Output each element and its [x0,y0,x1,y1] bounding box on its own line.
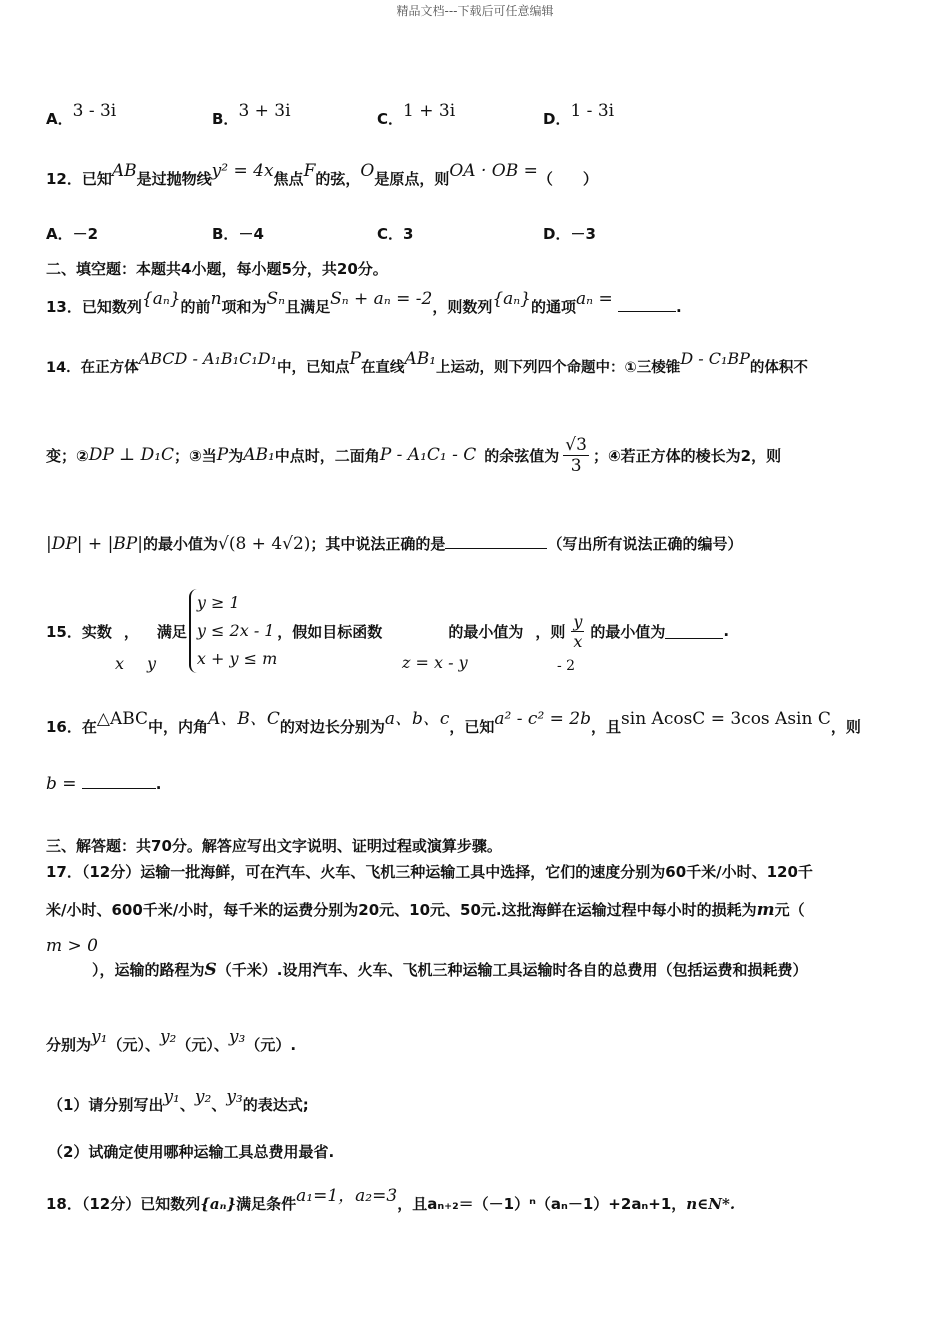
var-x: x [115,654,125,673]
section-3-heading: 三、解答题：共70分。解答应写出文字说明、证明过程或演算步骤。 [46,837,502,855]
question-13: 13．已知数列{aₙ}的前n项和为Sₙ且满足Sₙ + aₙ = -2，则数列{aₙ}的通项aₙ = . [46,289,682,316]
question-17-line-4: 分别为y₁（元）、y₂（元）、y₃（元）. [46,1027,297,1054]
option-d: D．1 - 3i [543,101,615,128]
question-16: 16．在△ABC中，内角A、B、C的对边长分别为a、b、c，已知a² - c² = 2b，且sin AcosC = 3cos Asin C，则 [46,709,861,736]
option-b: B．3 + 3i [212,101,291,128]
answer-blank-13[interactable] [618,297,676,312]
question-17-part-1: （1）请分别写出y₁、y₂、y₃的表达式; [48,1087,309,1114]
fraction-y-over-x: $\frac{y}{x}$ [573,611,583,651]
answer-blank-14[interactable] [445,534,547,549]
option-c: C．1 + 3i [377,101,456,128]
q12-option-c: C．3 [377,225,414,243]
question-14-line-1: 14．在正方体ABCD - A₁B₁C₁D₁中，已知点P在直线AB₁上运动，则下列四个命题中：①三棱锥D - C₁BP的体积不 [46,349,808,376]
question-12: 12．已知AB是过抛物线y² = 4x焦点F的弦，O是原点，则OA · OB =（ ） [46,161,598,188]
question-17-line-3: ），运输的路程为S（千米）.设用汽车、火车、飞机三种运输工具运输时各自的总费用（包括运费和损耗费） [92,960,808,980]
answer-blank-15[interactable] [665,624,723,639]
option-a: A．3 - 3i [46,101,117,128]
q12-option-a: A．－2 [46,225,99,243]
option-c-value: 1 + 3i [403,101,456,121]
option-a-value: 3 - 3i [72,101,117,121]
q12-option-d: D．－3 [543,225,596,243]
constraint-system: y ≥ 1 y ≤ 2x - 1 x + y ≤ m [189,589,277,673]
question-17-line-2: 米/小时、600千米/小时，每千米的运费分别为20元、10元、50元.这批海鲜在运输过程中每小时的损耗为m元（ [46,900,805,920]
page-header: 精品文档---下载后可任意编辑 [396,4,554,18]
question-15: 15．实数 ， 满足 y ≥ 1 y ≤ 2x - 1 x + y ≤ m ，假如目标函数 的最小值为 ，则 $\frac{y}{x}$ 的最小值为 . [46,588,729,674]
q12-option-b: B．－4 [212,225,264,243]
question-17-part-2: （2）试确定使用哪种运输工具总费用最省. [48,1143,335,1161]
min-value: - 2 [557,658,576,674]
question-14-line-2: 变；② DP ⊥ D₁C ；③当 P 为 AB₁ 中点时，二面角 P - A₁C₁ - C 的余弦值为 $\frac{√3}{3}$ ；④若正方体的棱长为2，则 [46,434,782,476]
fraction-sqrt3-over-3: $\frac{√3}{3}$ [565,434,587,476]
section-2-heading: 二、填空题：本题共4小题，每小题5分，共20分。 [46,260,388,278]
question-17-condition: m > 0 [46,936,98,956]
question-16-answer: b = . [46,774,162,794]
option-b-value: 3 + 3i [238,101,291,121]
question-14-line-3: |DP| + |BP|的最小值为√(8 + 4√2)；其中说法正确的是 （写出所有说法正确的编号） [46,534,743,554]
question-17-line-1: 17．（12分）运输一批海鲜，可在汽车、火车、飞机三种运输工具中选择，它们的速度分别为60千米/小时、120千 [46,863,813,881]
option-d-value: 1 - 3i [570,101,615,121]
var-y: y [147,654,157,673]
objective-function: z = x - y [402,653,468,672]
answer-blank-16[interactable] [82,774,156,789]
question-18: 18．（12分）已知数列{aₙ}满足条件a₁=1，a₂=3，且aₙ₊₂＝（－1）ⁿ（aₙ－1）+2aₙ+1，n∈N*. [46,1186,736,1213]
